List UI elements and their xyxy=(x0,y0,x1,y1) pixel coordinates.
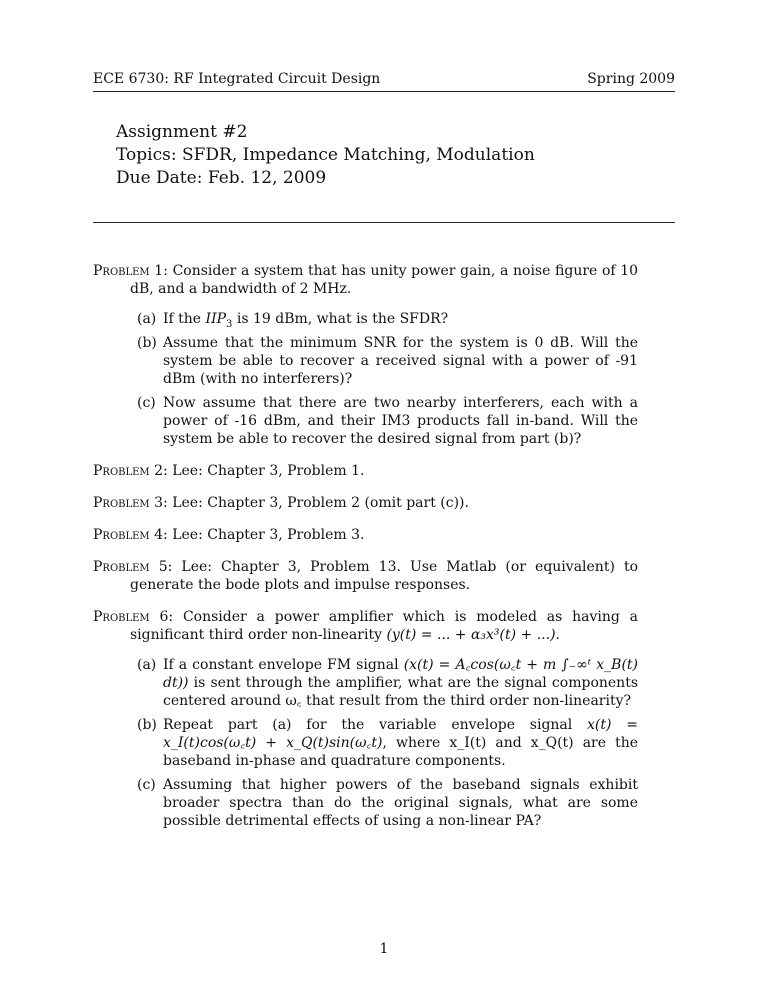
assignment-block xyxy=(116,121,535,190)
assignment-due-date: Due Date: Feb. 12, 2009 xyxy=(116,168,327,188)
section-rule xyxy=(93,222,675,223)
problem-1 xyxy=(93,262,638,448)
problem-text: Consider a system that has unity power gain, a noise figure of 10 dB, and a bandwidth of 2 MHz. xyxy=(130,263,639,297)
header-rule xyxy=(93,91,675,92)
problem-6a: (a) If a constant envelope FM signal (x(t) = A꜀cos(ω꜀t + m ∫₋∞ᵗ x_B(t) dt)) is sent through the amplifier, what are the signal components centered around ω꜀ that result from the third order non-linearity? xyxy=(137,657,638,709)
term: Spring 2009 xyxy=(587,71,675,87)
nonlinearity-equation: (y(t) = ... + α₃x³(t) + ...). xyxy=(386,627,560,643)
problem-3: Problem 3: Lee: Chapter 3, Problem 2 (omit part (c)). xyxy=(93,495,469,511)
assignment-topics: Topics: SFDR, Impedance Matching, Modulation xyxy=(116,145,535,165)
problem-5: Problem 5: Lee: Chapter 3, Problem 13. Use Matlab (or equivalent) to generate the bode plots and impulse responses. xyxy=(93,559,638,593)
problem-2: Problem 2: Lee: Chapter 3, Problem 1. xyxy=(93,463,365,479)
problem-6: Problem 6: Consider a power amplifier which is modeled as having a significant third order non-linearity (y(t) = ... + α₃x³(t) + ...). (a) If a constant envelope FM signal (x(t) = A꜀cos(ω꜀t + m ∫₋∞ᵗ x_B(t) dt)) is sent through the amplifier, what are the signal components centered around ω꜀ that result from the third order non-linearity? (b) Repeat part (a) for the variable envelope signal x(t) = x_I(t)cos(ω꜀t) + x_Q(t)sin(ω꜀t), where x_I(t) and x_Q(t) are the baseband in-phase and quadrature components. (c) Assuming that higher powers of the baseband signals exhibit broader spectra than do the original signals, what are some possible detrimental effects of using a non-linear PA? xyxy=(93,609,638,829)
assignment-title: Assignment #2 xyxy=(116,122,248,142)
running-header xyxy=(93,70,675,88)
problem-6b: (b) Repeat part (a) for the variable envelope signal x(t) = x_I(t)cos(ω꜀t) + x_Q(t)sin(ω꜀t), where x_I(t) and x_Q(t) are the baseband in-phase and quadrature components. xyxy=(137,717,638,769)
page-number: 1 xyxy=(379,941,389,957)
course-title: ECE 6730: RF Integrated Circuit Design xyxy=(93,71,381,87)
problem-list xyxy=(93,262,638,844)
problem-4: Problem 4: Lee: Chapter 3, Problem 3. xyxy=(93,527,365,543)
problem-1b: (b) Assume that the minimum SNR for the system is 0 dB. Will the system be able to recover a received signal with a power of -91 dBm (with no interferers)? xyxy=(137,335,638,387)
problem-1a: (a) If the $IIP_3$ is 19 dBm, what is the SFDR? xyxy=(137,311,449,330)
problem-label: Problem 1: xyxy=(93,263,168,279)
problem-1c: (c) Now assume that there are two nearby interferers, each with a power of -16 dBm, and their IM3 products fall in-band. Will the system be able to recover the desired signal from part (b)? xyxy=(137,395,638,447)
problem-6c: (c) Assuming that higher powers of the baseband signals exhibit broader spectra than do the original signals, what are some possible detrimental effects of using a non-linear PA? xyxy=(137,777,638,829)
